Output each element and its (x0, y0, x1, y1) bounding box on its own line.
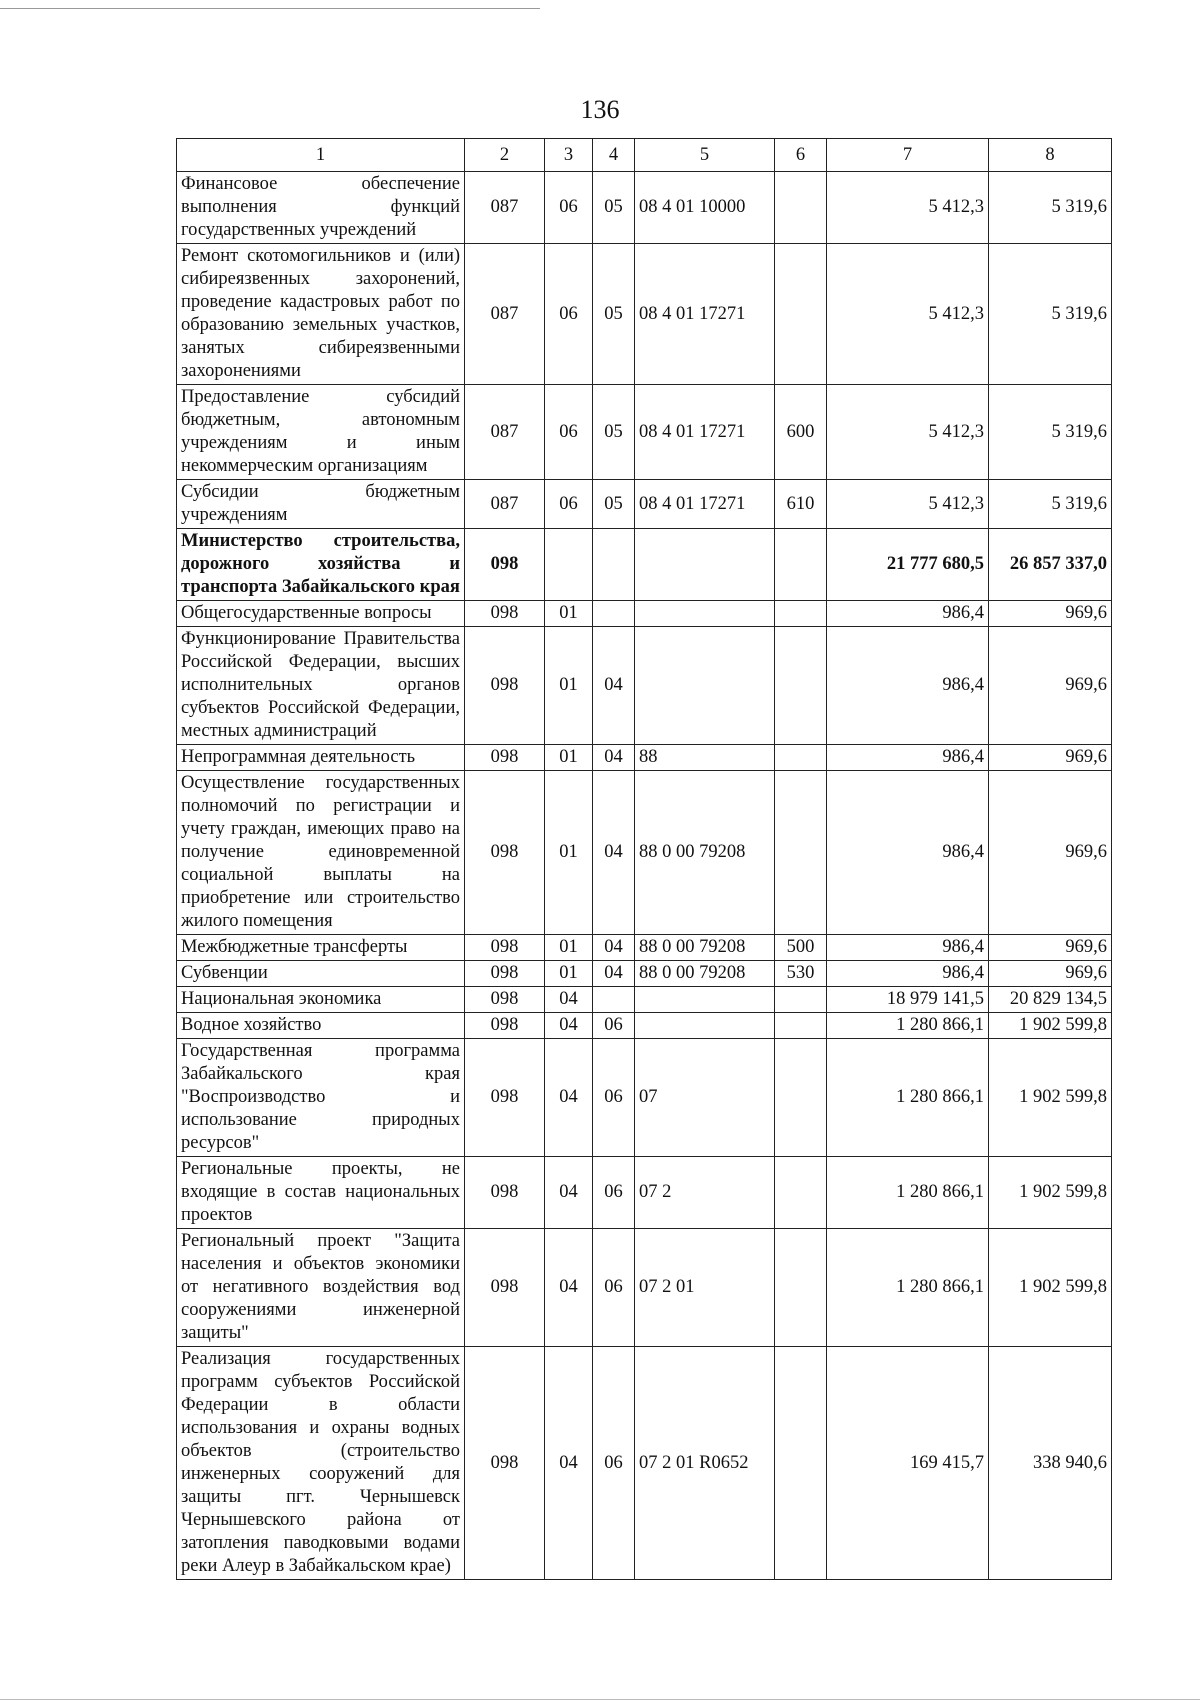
amount-year2-cell: 969,6 (989, 935, 1112, 961)
ministry-code-cell: 098 (465, 1039, 545, 1157)
row-name-cell: Национальная экономика (177, 987, 465, 1013)
table-row (177, 244, 1112, 385)
subsection-code-cell: 04 (593, 935, 635, 961)
expense-type-cell (775, 1013, 827, 1039)
section-code-cell: 06 (545, 244, 593, 385)
ministry-code-cell: 098 (465, 627, 545, 745)
amount-year2-cell: 969,6 (989, 961, 1112, 987)
row-name-cell: Региональный проект "Защита населения и объектов экономики от негативного воздействия вод сооружениями инженерной защиты" (177, 1229, 465, 1347)
target-article-cell (635, 987, 775, 1013)
subsection-code-cell: 05 (593, 385, 635, 480)
amount-year1-cell: 986,4 (827, 961, 989, 987)
ministry-code-cell: 098 (465, 745, 545, 771)
amount-year2-cell: 338 940,6 (989, 1347, 1112, 1580)
ministry-code-cell: 098 (465, 771, 545, 935)
subsection-code-cell: 04 (593, 745, 635, 771)
row-name-cell: Межбюджетные трансферты (177, 935, 465, 961)
section-code-cell: 06 (545, 385, 593, 480)
target-article-cell: 07 2 01 R0652 (635, 1347, 775, 1580)
row-name-cell: Общегосударственные вопросы (177, 601, 465, 627)
column-header: 5 (635, 139, 775, 172)
column-header: 4 (593, 139, 635, 172)
amount-year2-cell: 5 319,6 (989, 480, 1112, 529)
expense-type-cell (775, 1347, 827, 1580)
ministry-code-cell: 098 (465, 1013, 545, 1039)
row-name-cell: Осуществление государственных полномочий по регистрации и учету граждан, имеющих право на получение единовременной социальной выплаты на приобретение или строительство жилого помещения (177, 771, 465, 935)
amount-year2-cell: 1 902 599,8 (989, 1229, 1112, 1347)
ministry-code-cell: 098 (465, 529, 545, 601)
table-row (177, 172, 1112, 244)
ministry-code-cell: 087 (465, 480, 545, 529)
row-name-cell: Ремонт скотомогильников и (или) сибиреязвенных захоронений, проведение кадастровых работ по образованию земельных участков, занятых сибиреязвенными захоронениями (177, 244, 465, 385)
table-row (177, 1157, 1112, 1229)
row-name-cell: Субсидии бюджетным учреждениям (177, 480, 465, 529)
amount-year2-cell: 26 857 337,0 (989, 529, 1112, 601)
amount-year2-cell: 5 319,6 (989, 244, 1112, 385)
amount-year1-cell: 1 280 866,1 (827, 1229, 989, 1347)
target-article-cell (635, 1013, 775, 1039)
section-code-cell: 04 (545, 1039, 593, 1157)
amount-year2-cell: 1 902 599,8 (989, 1157, 1112, 1229)
amount-year1-cell: 986,4 (827, 771, 989, 935)
amount-year1-cell: 1 280 866,1 (827, 1013, 989, 1039)
table-row (177, 480, 1112, 529)
target-article-cell: 07 (635, 1039, 775, 1157)
section-code-cell: 04 (545, 1157, 593, 1229)
row-name-cell: Водное хозяйство (177, 1013, 465, 1039)
ministry-code-cell: 098 (465, 1347, 545, 1580)
amount-year2-cell: 1 902 599,8 (989, 1013, 1112, 1039)
row-name-cell: Функционирование Правительства Российской Федерации, высших исполнительных органов субъектов Российской Федерации, местных администраций (177, 627, 465, 745)
target-article-cell: 08 4 01 17271 (635, 385, 775, 480)
section-code-cell (545, 529, 593, 601)
table-row (177, 1347, 1112, 1580)
table-row (177, 529, 1112, 601)
amount-year2-cell: 5 319,6 (989, 385, 1112, 480)
subsection-code-cell: 06 (593, 1039, 635, 1157)
section-code-cell: 06 (545, 480, 593, 529)
amount-year1-cell: 1 280 866,1 (827, 1039, 989, 1157)
target-article-cell (635, 529, 775, 601)
column-header: 7 (827, 139, 989, 172)
subsection-code-cell: 04 (593, 627, 635, 745)
ministry-code-cell: 087 (465, 385, 545, 480)
amount-year1-cell: 986,4 (827, 935, 989, 961)
subsection-code-cell: 06 (593, 1013, 635, 1039)
expense-type-cell (775, 1157, 827, 1229)
section-code-cell: 01 (545, 601, 593, 627)
target-article-cell (635, 601, 775, 627)
subsection-code-cell: 06 (593, 1157, 635, 1229)
amount-year1-cell: 18 979 141,5 (827, 987, 989, 1013)
column-header: 8 (989, 139, 1112, 172)
amount-year1-cell: 169 415,7 (827, 1347, 989, 1580)
expense-type-cell (775, 529, 827, 601)
table-row (177, 961, 1112, 987)
expense-type-cell (775, 244, 827, 385)
amount-year1-cell: 21 777 680,5 (827, 529, 989, 601)
subsection-code-cell: 05 (593, 172, 635, 244)
table-row (177, 1229, 1112, 1347)
ministry-code-cell: 098 (465, 935, 545, 961)
ministry-code-cell: 098 (465, 1157, 545, 1229)
subsection-code-cell: 05 (593, 244, 635, 385)
subsection-code-cell: 04 (593, 771, 635, 935)
ministry-code-cell: 098 (465, 601, 545, 627)
page-number: 136 (580, 95, 620, 124)
scan-edge-line (0, 8, 540, 9)
section-code-cell: 01 (545, 627, 593, 745)
target-article-cell: 07 2 (635, 1157, 775, 1229)
table-row (177, 745, 1112, 771)
expense-type-cell: 610 (775, 480, 827, 529)
section-code-cell: 01 (545, 961, 593, 987)
subsection-code-cell (593, 529, 635, 601)
expense-type-cell: 530 (775, 961, 827, 987)
amount-year2-cell: 5 319,6 (989, 172, 1112, 244)
target-article-cell: 08 4 01 17271 (635, 244, 775, 385)
expense-type-cell (775, 601, 827, 627)
target-article-cell: 88 (635, 745, 775, 771)
row-name-cell: Реализация государственных программ субъектов Российской Федерации в области использования и охраны водных объектов (строительство инженерных сооружений для защиты пгт. Чернышевск Чернышевского района от затопления паводковыми водами реки Алеур в Забайкальском крае) (177, 1347, 465, 1580)
subsection-code-cell: 04 (593, 961, 635, 987)
expense-type-cell (775, 1229, 827, 1347)
amount-year1-cell: 5 412,3 (827, 385, 989, 480)
expense-type-cell: 500 (775, 935, 827, 961)
amount-year2-cell: 969,6 (989, 627, 1112, 745)
row-name-cell: Непрограммная деятельность (177, 745, 465, 771)
amount-year2-cell: 969,6 (989, 745, 1112, 771)
column-header: 3 (545, 139, 593, 172)
subsection-code-cell (593, 987, 635, 1013)
amount-year1-cell: 1 280 866,1 (827, 1157, 989, 1229)
section-code-cell: 04 (545, 1229, 593, 1347)
subsection-code-cell (593, 601, 635, 627)
amount-year2-cell: 20 829 134,5 (989, 987, 1112, 1013)
amount-year1-cell: 5 412,3 (827, 244, 989, 385)
table-row (177, 987, 1112, 1013)
subsection-code-cell: 05 (593, 480, 635, 529)
expense-type-cell (775, 745, 827, 771)
row-name-cell: Государственная программа Забайкальского края "Воспроизводство и использование природных ресурсов" (177, 1039, 465, 1157)
section-code-cell: 01 (545, 771, 593, 935)
target-article-cell: 08 4 01 10000 (635, 172, 775, 244)
target-article-cell: 88 0 00 79208 (635, 935, 775, 961)
amount-year2-cell: 969,6 (989, 771, 1112, 935)
section-code-cell: 04 (545, 1013, 593, 1039)
expense-type-cell (775, 1039, 827, 1157)
subsection-code-cell: 06 (593, 1229, 635, 1347)
ministry-code-cell: 098 (465, 987, 545, 1013)
scan-edge-line (0, 1699, 1200, 1700)
target-article-cell: 88 0 00 79208 (635, 961, 775, 987)
table-row (177, 601, 1112, 627)
ministry-code-cell: 087 (465, 244, 545, 385)
column-header: 6 (775, 139, 827, 172)
expense-type-cell (775, 987, 827, 1013)
expense-type-cell (775, 771, 827, 935)
header-row (177, 139, 1112, 172)
table-row (177, 627, 1112, 745)
row-name-cell: Региональные проекты, не входящие в состав национальных проектов (177, 1157, 465, 1229)
expense-type-cell (775, 172, 827, 244)
target-article-cell: 88 0 00 79208 (635, 771, 775, 935)
section-code-cell: 01 (545, 745, 593, 771)
ministry-code-cell: 098 (465, 1229, 545, 1347)
column-header: 2 (465, 139, 545, 172)
row-name-cell: Субвенции (177, 961, 465, 987)
section-code-cell: 06 (545, 172, 593, 244)
column-header: 1 (177, 139, 465, 172)
row-name-cell: Предоставление субсидий бюджетным, автономным учреждениям и иным некоммерческим организациям (177, 385, 465, 480)
amount-year2-cell: 1 902 599,8 (989, 1039, 1112, 1157)
target-article-cell: 07 2 01 (635, 1229, 775, 1347)
row-name-cell: Министерство строительства, дорожного хозяйства и транспорта Забайкальского края (177, 529, 465, 601)
ministry-code-cell: 098 (465, 961, 545, 987)
table-row (177, 1013, 1112, 1039)
expense-type-cell (775, 627, 827, 745)
target-article-cell (635, 627, 775, 745)
expense-type-cell: 600 (775, 385, 827, 480)
ministry-code-cell: 087 (465, 172, 545, 244)
table-row (177, 771, 1112, 935)
section-code-cell: 04 (545, 987, 593, 1013)
table-row (177, 935, 1112, 961)
subsection-code-cell: 06 (593, 1347, 635, 1580)
amount-year1-cell: 986,4 (827, 745, 989, 771)
amount-year1-cell: 5 412,3 (827, 172, 989, 244)
table-row (177, 385, 1112, 480)
table-row (177, 1039, 1112, 1157)
target-article-cell: 08 4 01 17271 (635, 480, 775, 529)
amount-year1-cell: 5 412,3 (827, 480, 989, 529)
row-name-cell: Финансовое обеспечение выполнения функций государственных учреждений (177, 172, 465, 244)
amount-year1-cell: 986,4 (827, 601, 989, 627)
amount-year1-cell: 986,4 (827, 627, 989, 745)
budget-table (176, 138, 1112, 1580)
section-code-cell: 01 (545, 935, 593, 961)
amount-year2-cell: 969,6 (989, 601, 1112, 627)
section-code-cell: 04 (545, 1347, 593, 1580)
